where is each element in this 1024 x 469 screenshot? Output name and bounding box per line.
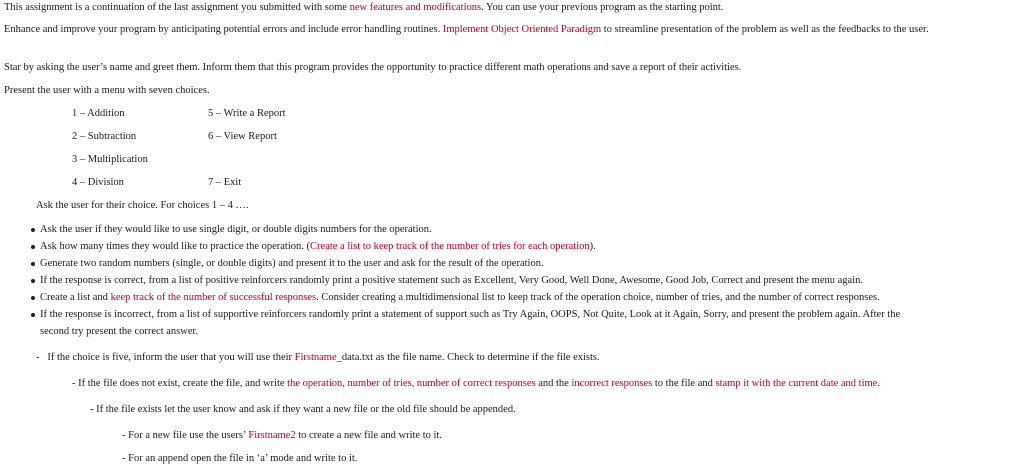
intro-paragraph-1 — [4, 1, 723, 14]
bullet-incorrect-continued: second try present the correct answer. — [40, 326, 199, 337]
bullet-highlight: keep track of the number of successful responses — [110, 292, 317, 303]
bullet-dot-icon — [31, 262, 35, 266]
menu-item-multiplication: 3 – Multiplication — [72, 154, 148, 165]
dash-highlight: Firstname2 — [248, 430, 296, 441]
dash-highlight: incorrect responses — [571, 378, 653, 389]
bullet-dot-icon — [31, 245, 35, 249]
bullet-dot-icon — [31, 313, 35, 317]
dash-item-append: - For an append open the file in ‘a’ mode and write to it. — [122, 453, 358, 464]
menu-item-division: 4 – Division — [72, 177, 124, 188]
bullet-correct: If the response is correct, from a list of positive reinforcers randomly print a positive statement such as Excellent, Very Good, Well Done, Awesome, Good Job, Correct and present the menu again. — [40, 275, 863, 286]
bullet-text: ). — [589, 241, 596, 252]
bullet-dot-icon — [31, 279, 35, 283]
dash-item-choice-five — [36, 351, 600, 364]
dash-highlight: the operation, number of tries, number of correct responses — [287, 378, 536, 389]
dash-item-new-file — [122, 429, 442, 442]
intro-paragraph-3: Star by asking the user’s name and greet them. Inform them that this program provides the opportunity to practice different math operations and save a report of their activities. — [4, 62, 742, 73]
dash-text: If the choice is five, inform the user that you will use their — [47, 352, 295, 363]
menu-item-exit: 7 – Exit — [208, 177, 242, 188]
menu-item-addition: 1 – Addition — [72, 108, 125, 119]
dash-highlight: Firstname — [294, 352, 337, 363]
menu-item-subtraction: 2 – Subtraction — [72, 131, 137, 142]
bullet-generate: Generate two random numbers (single, or double digits) and present it to the user and ask for the result of the operation. — [40, 258, 544, 269]
bullet-text: Ask how many times they would like to practice the operation. ( — [40, 241, 311, 252]
intro-highlight: Implement Object Oriented Paradigm — [442, 24, 602, 35]
bullet-text: . Consider creating a multidimensional list to keep track of the operation choice, number of tries, and the number of correct responses. — [316, 292, 880, 303]
dash-text: and the — [535, 378, 572, 389]
bullet-dot-icon — [31, 228, 35, 232]
bullet-text: Create a list and — [40, 292, 111, 303]
dash-text: to create a new file and write to it. — [295, 430, 442, 441]
bullet-track — [40, 291, 880, 304]
intro-text: This assignment is a continuation of the last assignment you submitted with some — [4, 2, 350, 13]
bullet-dot-icon — [31, 296, 35, 300]
dash-text: . — [877, 378, 880, 389]
bullet-incorrect: If the response is incorrect, from a list of supportive reinforcers randomly print a statement of support such as Try Again, OOPS, Not Quite, Look at it Again, Sorry, and present the problem again. After the — [40, 309, 901, 320]
intro-paragraph-4: Present the user with a menu with seven choices. — [4, 85, 210, 96]
dash-item-file-exists: - If the file exists let the user know and ask if they want a new file or the old file should be appended. — [90, 404, 516, 415]
menu-item-write-report: 5 – Write a Report — [208, 108, 286, 119]
intro-highlight: new features and modifications — [349, 2, 482, 13]
intro-text: . You can use your previous program as the starting point. — [481, 2, 724, 13]
dash-text: _data.txt as the file name. Check to determine if the file exists. — [336, 352, 600, 363]
bullet-tries — [40, 240, 596, 253]
dash-text: - If the file does not exist, create the file, and write — [72, 378, 288, 389]
ask-choice-text: Ask the user for their choice. For choices 1 – 4 …. — [36, 200, 249, 211]
intro-text: Enhance and improve your program by anticipating potential errors and include error handling routines. — [4, 24, 443, 35]
bullet-digits: Ask the user if they would like to use single digit, or double digits numbers for the operation. — [40, 224, 432, 235]
dash-highlight: stamp it with the current date and time — [715, 378, 878, 389]
dash-item-file-not-exist — [72, 377, 880, 390]
bullet-highlight: Create a list to keep track of the number of tries for each operation — [310, 241, 590, 252]
intro-text: to streamline presentation of the problem as well as the feedbacks to the user. — [601, 24, 929, 35]
menu-item-view-report: 6 – View Report — [208, 131, 277, 142]
dash-text: - For a new file use the users’ — [122, 430, 249, 441]
dash-icon: - — [36, 352, 48, 363]
intro-paragraph-2 — [4, 23, 1004, 36]
dash-text: to the file and — [652, 378, 716, 389]
